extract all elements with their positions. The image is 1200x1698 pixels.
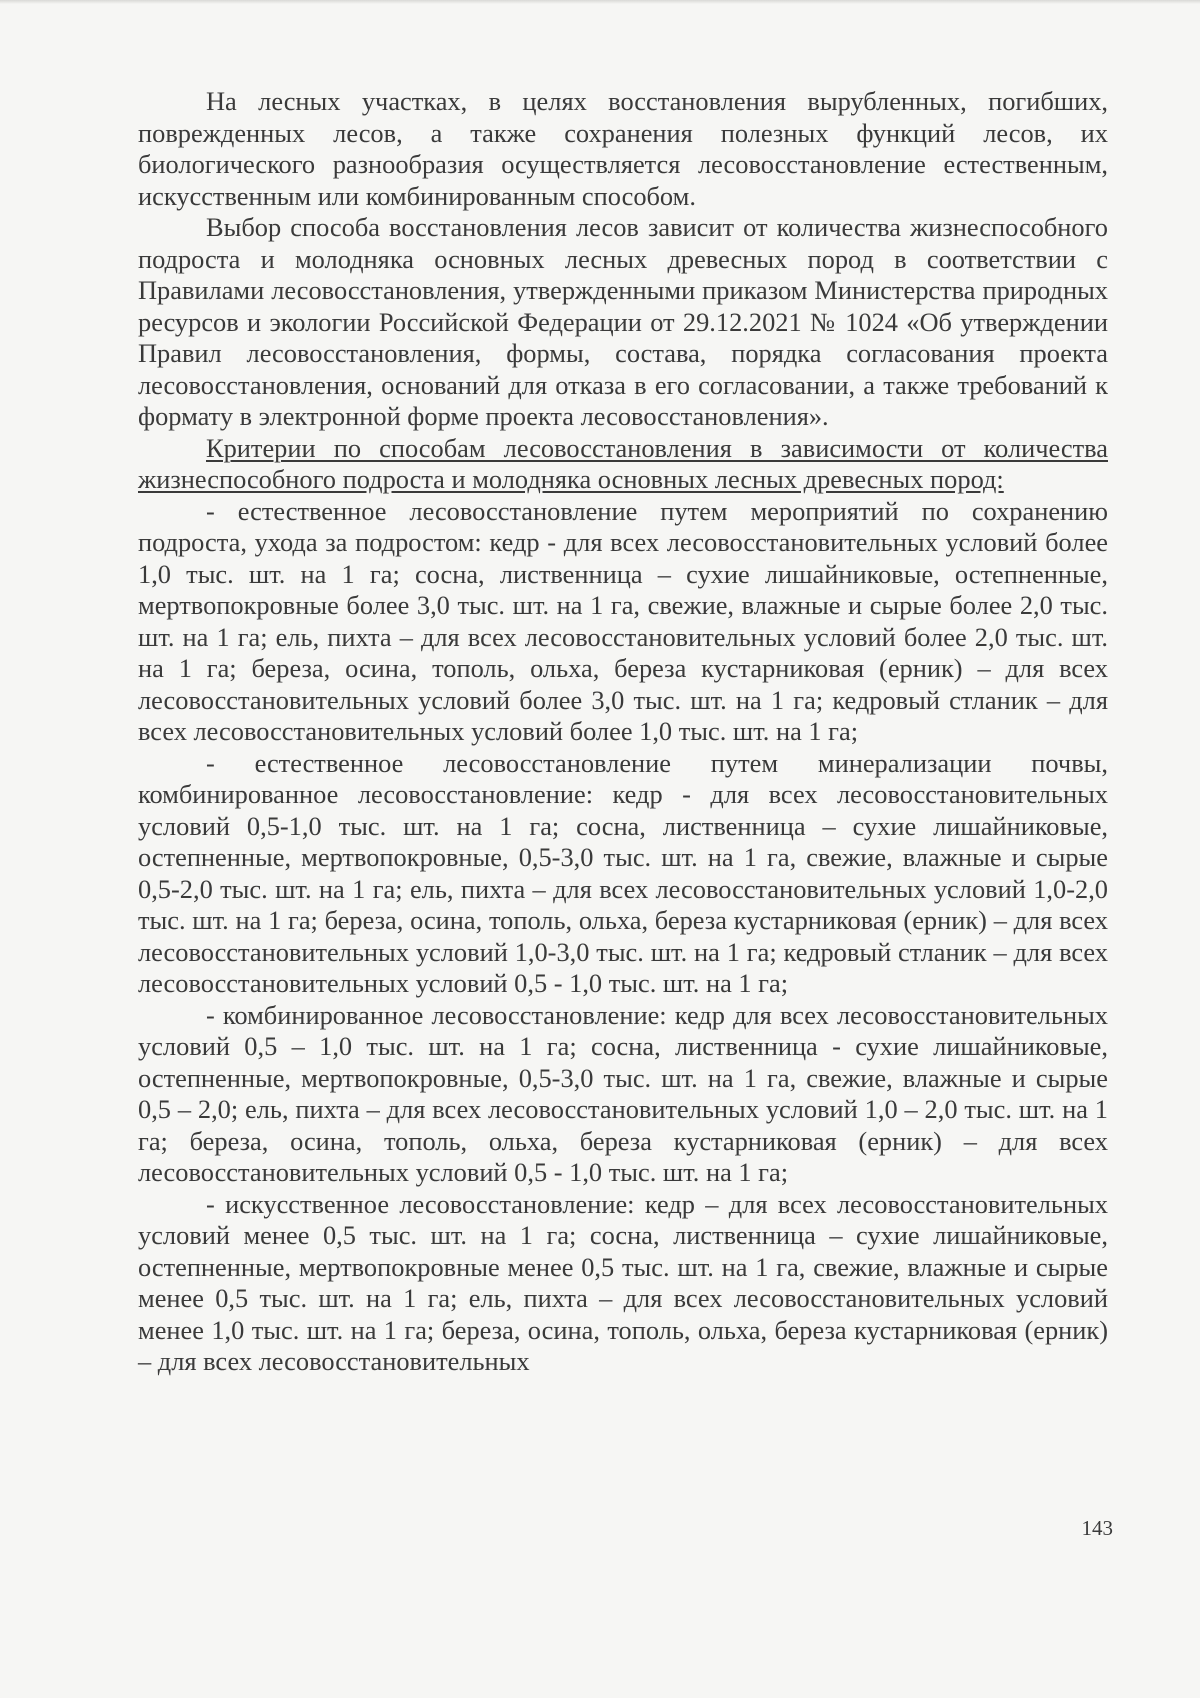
list-item-natural-mineralization: - естественное лесовосстановление путем минерализации почвы, комбинированное лесовосстановление: кедр - для всех лесовосстановительных условий 0,5-1,0 тыс. шт. на 1 га; сосна, лиственница – сухие лишайниковые, остепненные, мертвопокровные, 0,5-3,0 тыс. шт. на 1 га, свежие, влажные и сырые 0,5-2,0 тыс. шт. на 1 га; ель, пихта – для всех лесовосстановительных условий 1,0-2,0 тыс. шт. на 1 га; береза, осина, тополь, ольха, береза кустарниковая (ерник) – для всех лесовосстановительных условий 1,0-3,0 тыс. шт. на 1 га; кедровый стланик – для всех лесовосстановительных условий 0,5 - 1,0 тыс. шт. на 1 га; xyxy=(138,747,1108,998)
paragraph-forest-restoration-purpose: На лесных участках, в целях восстановления вырубленных, погибших, поврежденных лесов, а также сохранения полезных функций лесов, их биологического разнообразия осуществляется лесовосстановление естественным, искусственным или комбинированным способом. xyxy=(138,86,1108,211)
list-item-artificial: - искусственное лесовосстановление: кедр – для всех лесовосстановительных условий менее 0,5 тыс. шт. на 1 га; сосна, лиственница – сухие лишайниковые, остепненные, мертвопокровные менее 0,5 тыс. шт. на 1 га, свежие, влажные и сырые менее 0,5 тыс. шт. на 1 га; ель, пихта – для всех лесовосстановительных условий менее 1,0 тыс. шт. на 1 га; береза, осина, тополь, ольха, береза кустарниковая (ерник) – для всех лесовосстановительных xyxy=(138,1188,1108,1376)
document-body xyxy=(138,86,1108,1378)
paragraph-criteria-heading xyxy=(138,433,1108,496)
list-item-natural-preservation: - естественное лесовосстановление путем мероприятий по сохранению подроста, ухода за подростом: кедр - для всех лесовосстановительных условий более 1,0 тыс. шт. на 1 га; сосна, лиственница – сухие лишайниковые, остепненные, мертвопокровные более 3,0 тыс. шт. на 1 га, свежие, влажные и сырые более 2,0 тыс. шт. на 1 га; ель, пихта – для всех лесовосстановительных условий более 2,0 тыс. шт. на 1 га; береза, осина, тополь, ольха, береза кустарниковая (ерник) – для всех лесовосстановительных условий более 3,0 тыс. шт. на 1 га; кедровый стланик – для всех лесовосстановительных условий более 1,0 тыс. шт. на 1 га; xyxy=(138,495,1108,746)
list-item-combined: - комбинированное лесовосстановление: кедр для всех лесовосстановительных условий 0,5 – 1,0 тыс. шт. на 1 га; сосна, лиственница - сухие лишайниковые, остепненные, мертвопокровные, 0,5-3,0 тыс. шт. на 1 га, свежие, влажные и сырые 0,5 – 2,0; ель, пихта – для всех лесовосстановительных условий 1,0 – 2,0 тыс. шт. на 1 га; береза, осина, тополь, ольха, береза кустарниковая (ерник) – для всех лесовосстановительных условий 0,5 - 1,0 тыс. шт. на 1 га; xyxy=(138,999,1108,1187)
page-number: 143 xyxy=(1081,1516,1113,1540)
paragraph-restoration-method-choice: Выбор способа восстановления лесов зависит от количества жизнеспособного подроста и молодняка основных лесных древесных пород в соответствии с Правилами лесовосстановления, утвержденными приказом Министерства природных ресурсов и экологии Российской Федерации от 29.12.2021 № 1024 «Об утверждении Правил лесовосстановления, формы, состава, порядка согласования проекта лесовосстановления, оснований для отказа в его согласовании, а также требований к формату в электронной форме проекта лесовосстановления». xyxy=(138,212,1108,431)
page-edge xyxy=(0,0,1200,4)
criteria-heading: Критерии по способам лесовосстановления в зависимости от количества жизнеспособного подроста и молодняка основных лесных древесных пород: xyxy=(138,432,1108,494)
